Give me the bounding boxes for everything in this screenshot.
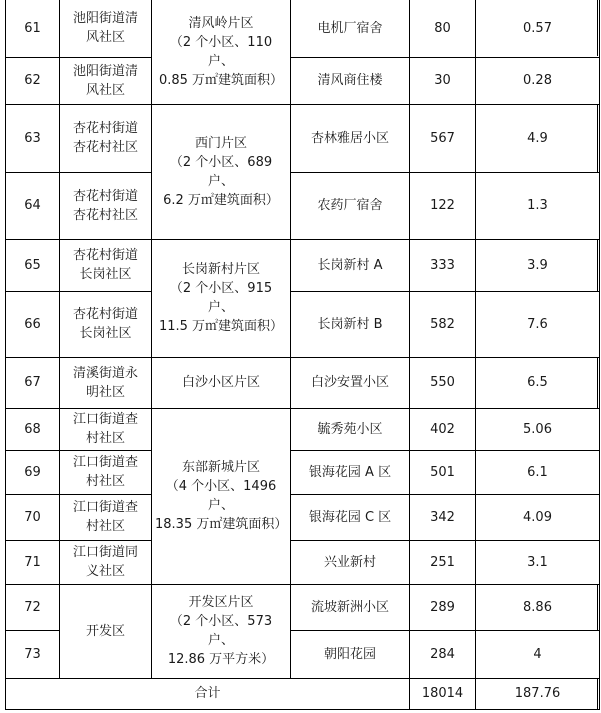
estate-cell: 农药厂宿舍 [291, 172, 410, 239]
project-area-cell: 东部新城片区 （4 个小区、1496 户、 18.35 万㎡建筑面积） [152, 408, 291, 584]
floor-area-cell: 0.57 [476, 0, 600, 57]
community-cell: 池阳街道清 风社区 [60, 0, 152, 57]
community-cell: 杏花村街道 长岗社区 [60, 291, 152, 357]
community-cell: 江口街道同 义社区 [60, 540, 152, 584]
total-label: 合计 [6, 678, 410, 709]
households-cell: 582 [410, 291, 476, 357]
floor-area-cell: 4 [476, 630, 600, 678]
total-households: 18014 [410, 678, 476, 709]
row-number: 61 [6, 0, 60, 57]
households-cell: 80 [410, 0, 476, 57]
table-row [6, 450, 600, 494]
households-cell: 342 [410, 494, 476, 540]
total-row [6, 678, 600, 709]
community-cell: 江口街道查 村社区 [60, 494, 152, 540]
table-row [6, 357, 600, 408]
estate-cell: 兴业新村 [291, 540, 410, 584]
right-edge-rule [597, 584, 598, 630]
floor-area-cell: 4.9 [476, 104, 600, 172]
renovation-table [5, 0, 600, 710]
households-cell: 289 [410, 584, 476, 630]
table-row [6, 104, 600, 172]
table-row [6, 291, 600, 357]
estate-cell: 流坡新洲小区 [291, 584, 410, 630]
households-cell: 501 [410, 450, 476, 494]
table-row [6, 494, 600, 540]
estate-cell: 朝阳花园 [291, 630, 410, 678]
row-number: 72 [6, 584, 60, 630]
project-area-cell: 西门片区 （2 个小区、689 户、 6.2 万㎡建筑面积） [152, 104, 291, 239]
households-cell: 284 [410, 630, 476, 678]
community-cell: 江口街道查 村社区 [60, 408, 152, 450]
estate-cell: 电机厂宿舍 [291, 0, 410, 57]
households-cell: 567 [410, 104, 476, 172]
table-row [6, 172, 600, 239]
households-cell: 550 [410, 357, 476, 408]
households-cell: 30 [410, 57, 476, 104]
estate-cell: 杏林雅居小区 [291, 104, 410, 172]
right-edge-rule [597, 104, 598, 172]
row-number: 62 [6, 57, 60, 104]
floor-area-cell: 3.9 [476, 239, 600, 291]
estate-cell: 清风商住楼 [291, 57, 410, 104]
floor-area-cell: 3.1 [476, 540, 600, 584]
estate-cell: 长岗新村 B [291, 291, 410, 357]
households-cell: 333 [410, 239, 476, 291]
right-edge-rule [597, 357, 598, 408]
right-edge-rule [597, 239, 598, 291]
community-cell: 杏花村街道 杏花村社区 [60, 104, 152, 172]
estate-cell: 毓秀苑小区 [291, 408, 410, 450]
row-number: 66 [6, 291, 60, 357]
floor-area-cell: 1.3 [476, 172, 600, 239]
households-cell: 122 [410, 172, 476, 239]
floor-area-cell: 6.5 [476, 357, 600, 408]
community-cell: 杏花村街道 长岗社区 [60, 239, 152, 291]
row-number: 71 [6, 540, 60, 584]
floor-area-cell: 0.28 [476, 57, 600, 104]
table-row [6, 239, 600, 291]
row-number: 67 [6, 357, 60, 408]
row-number: 70 [6, 494, 60, 540]
estate-cell: 长岗新村 A [291, 239, 410, 291]
floor-area-cell: 7.6 [476, 291, 600, 357]
table-row [6, 584, 600, 630]
community-cell: 江口街道查 村社区 [60, 450, 152, 494]
project-area-cell: 清风岭片区 （2 个小区、110 户、 0.85 万㎡建筑面积） [152, 0, 291, 104]
floor-area-cell: 4.09 [476, 494, 600, 540]
floor-area-cell: 5.06 [476, 408, 600, 450]
total-floor-area: 187.76 [476, 678, 600, 709]
table-row [6, 408, 600, 450]
estate-cell: 白沙安置小区 [291, 357, 410, 408]
project-area-cell: 白沙小区片区 [152, 357, 291, 408]
row-number: 64 [6, 172, 60, 239]
row-number: 63 [6, 104, 60, 172]
row-number: 73 [6, 630, 60, 678]
project-area-cell: 开发区片区 （2 个小区、573 户、 12.86 万平方米） [152, 584, 291, 678]
floor-area-cell: 8.86 [476, 584, 600, 630]
households-cell: 402 [410, 408, 476, 450]
community-cell: 池阳街道清 风社区 [60, 57, 152, 104]
table-row [6, 540, 600, 584]
community-cell: 开发区 [60, 584, 152, 678]
community-cell: 杏花村街道 杏花村社区 [60, 172, 152, 239]
project-area-cell: 长岗新村片区 （2 个小区、915 户、 11.5 万㎡建筑面积） [152, 239, 291, 357]
row-number: 65 [6, 239, 60, 291]
table-row [6, 57, 600, 104]
row-number: 69 [6, 450, 60, 494]
right-edge-rule [597, 0, 598, 56]
households-cell: 251 [410, 540, 476, 584]
row-number: 68 [6, 408, 60, 450]
community-cell: 清溪街道永 明社区 [60, 357, 152, 408]
estate-cell: 银海花园 A 区 [291, 450, 410, 494]
right-edge-rule [597, 678, 598, 709]
estate-cell: 银海花园 C 区 [291, 494, 410, 540]
floor-area-cell: 6.1 [476, 450, 600, 494]
table-row [6, 0, 600, 57]
